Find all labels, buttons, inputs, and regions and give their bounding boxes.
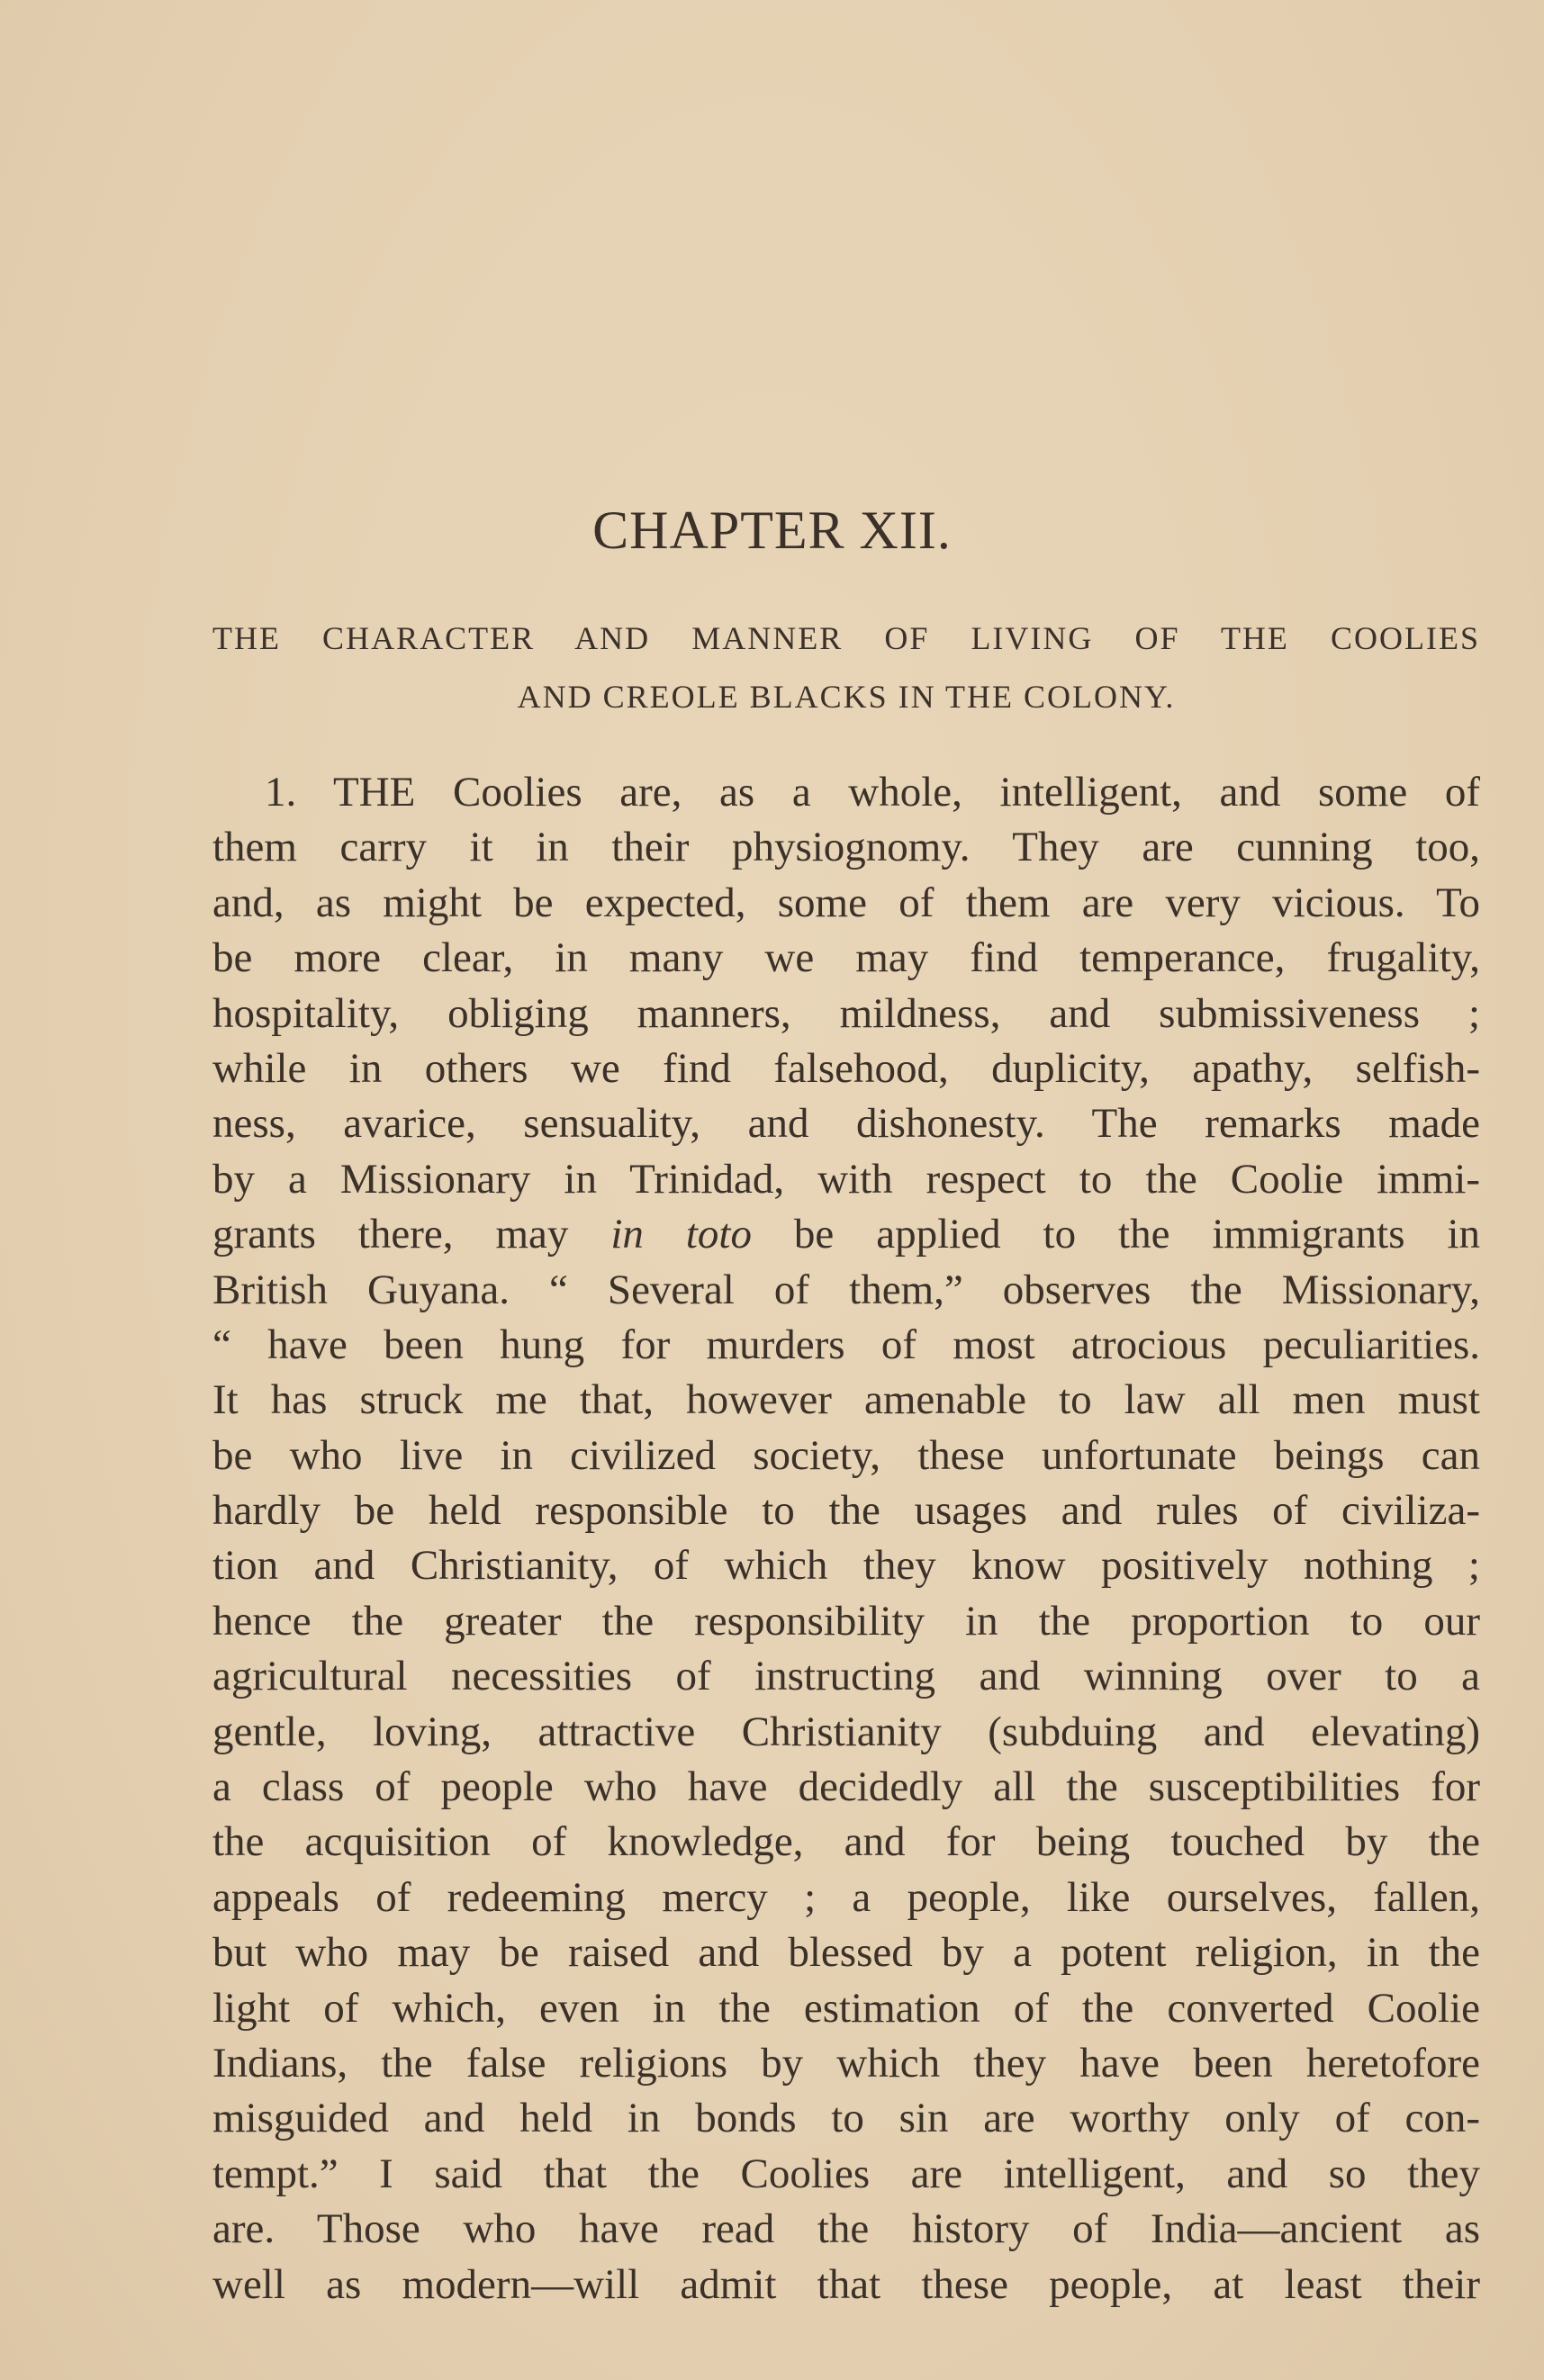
text-line-content: tion and Christianity, of which they know positively nothing ; (212, 1542, 1480, 1590)
text-line-content: appeals of redeeming mercy ; a people, like ourselves, fallen, (212, 1873, 1480, 1921)
text-line-content: hospitality, obliging manners, mildness, and submissiveness ; (212, 989, 1480, 1037)
text-line (212, 765, 1480, 820)
text-line-content: ness, avarice, sensuality, and dishonesty. The remarks made (212, 1100, 1480, 1148)
text-line (212, 2147, 1480, 2202)
text-line-content: grants there, may in toto be applied to the immigrants in (212, 1211, 1481, 1258)
text-line-content: “ have been hung for murders of most atrocious peculiarities. (212, 1321, 1480, 1368)
text-line (212, 1096, 1480, 1151)
text-line (212, 1815, 1480, 1870)
text-line (212, 1429, 1480, 1483)
text-line (212, 1207, 1480, 1262)
text-line-content: while in others we find falsehood, duplicity, apathy, selfish- (212, 1044, 1480, 1092)
text-line (212, 1760, 1480, 1815)
chapter-title: CHAPTER XII. (592, 500, 952, 560)
text-line-content: well as modern—will admit that these people, at least their (212, 2260, 1480, 2308)
text-line-content: gentle, loving, attractive Christianity (subduing and elevating) (212, 1708, 1480, 1755)
text-line (212, 1871, 1480, 1925)
text-line (212, 1483, 1480, 1538)
text-line-content: by a Missionary in Trinidad, with respect to the Coolie immi- (212, 1155, 1480, 1203)
text-line-content: British Guyana. “ Several of them,” observes the Missionary, (212, 1266, 1480, 1313)
text-line (212, 1538, 1480, 1593)
text-line (212, 2258, 1480, 2312)
text-line-content: be more clear, in many we may find temperance, frugality, (212, 934, 1480, 982)
text-line-content: them carry it in their physiognomy. They are cunning too, (212, 824, 1480, 871)
text-line-content: hardly be held responsible to the usages and rules of civiliza- (212, 1487, 1480, 1535)
text-line-content: the acquisition of knowledge, and for being touched by the (212, 1818, 1480, 1866)
text-line (212, 1152, 1480, 1207)
text-line-content: It has struck me that, however amenable to law all men must (212, 1376, 1480, 1424)
text-line (212, 1318, 1480, 1373)
text-line (212, 1041, 1480, 1096)
chapter-subtitle-line-2: AND CREOLE BLACKS IN THE COLONY. (517, 679, 1176, 715)
text-line-content: 1. THE Coolies are, as a whole, intelligent, and some of (265, 769, 1480, 816)
text-line (212, 876, 1480, 931)
text-line (212, 931, 1480, 986)
text-line-content: and, as might be expected, some of them are very vicious. To (212, 879, 1480, 926)
text-line (212, 1925, 1480, 1980)
text-line-content: light of which, even in the estimation of the converted Coolie (212, 1984, 1480, 2032)
text-line (212, 1263, 1480, 1318)
text-line-content: hence the greater the responsibility in the proportion to our (212, 1597, 1480, 1645)
text-line (212, 2036, 1480, 2091)
chapter-subtitle-line-1: THE CHARACTER AND MANNER OF LIVING OF THE COOLIES (212, 620, 1480, 656)
body-text (212, 765, 1480, 2312)
text-line-content: Indians, the false religions by which they have been heretofore (212, 2039, 1480, 2087)
text-line-content: agricultural necessities of instructing and winning over to a (212, 1653, 1480, 1700)
text-line-content: misguided and held in bonds to sin are worthy only of con- (212, 2095, 1480, 2142)
text-line (212, 820, 1480, 875)
text-line-content: are. Those who have read the history of India—ancient as (212, 2205, 1480, 2253)
text-line (212, 1373, 1480, 1428)
text-line (212, 1705, 1480, 1760)
text-line (212, 2202, 1480, 2257)
text-line-content: but who may be raised and blessed by a potent religion, in the (212, 1929, 1480, 1977)
text-line-content: tempt.” I said that the Coolies are intelligent, and so they (212, 2150, 1480, 2197)
text-line (212, 987, 1480, 1041)
text-line-content: a class of people who have decidedly all the susceptibilities for (212, 1763, 1480, 1811)
text-line (212, 2091, 1480, 2146)
text-line-content: be who live in civilized society, these unfortunate beings can (212, 1431, 1480, 1479)
text-line (212, 1649, 1480, 1704)
text-line (212, 1594, 1480, 1649)
text-line (212, 1981, 1480, 2036)
